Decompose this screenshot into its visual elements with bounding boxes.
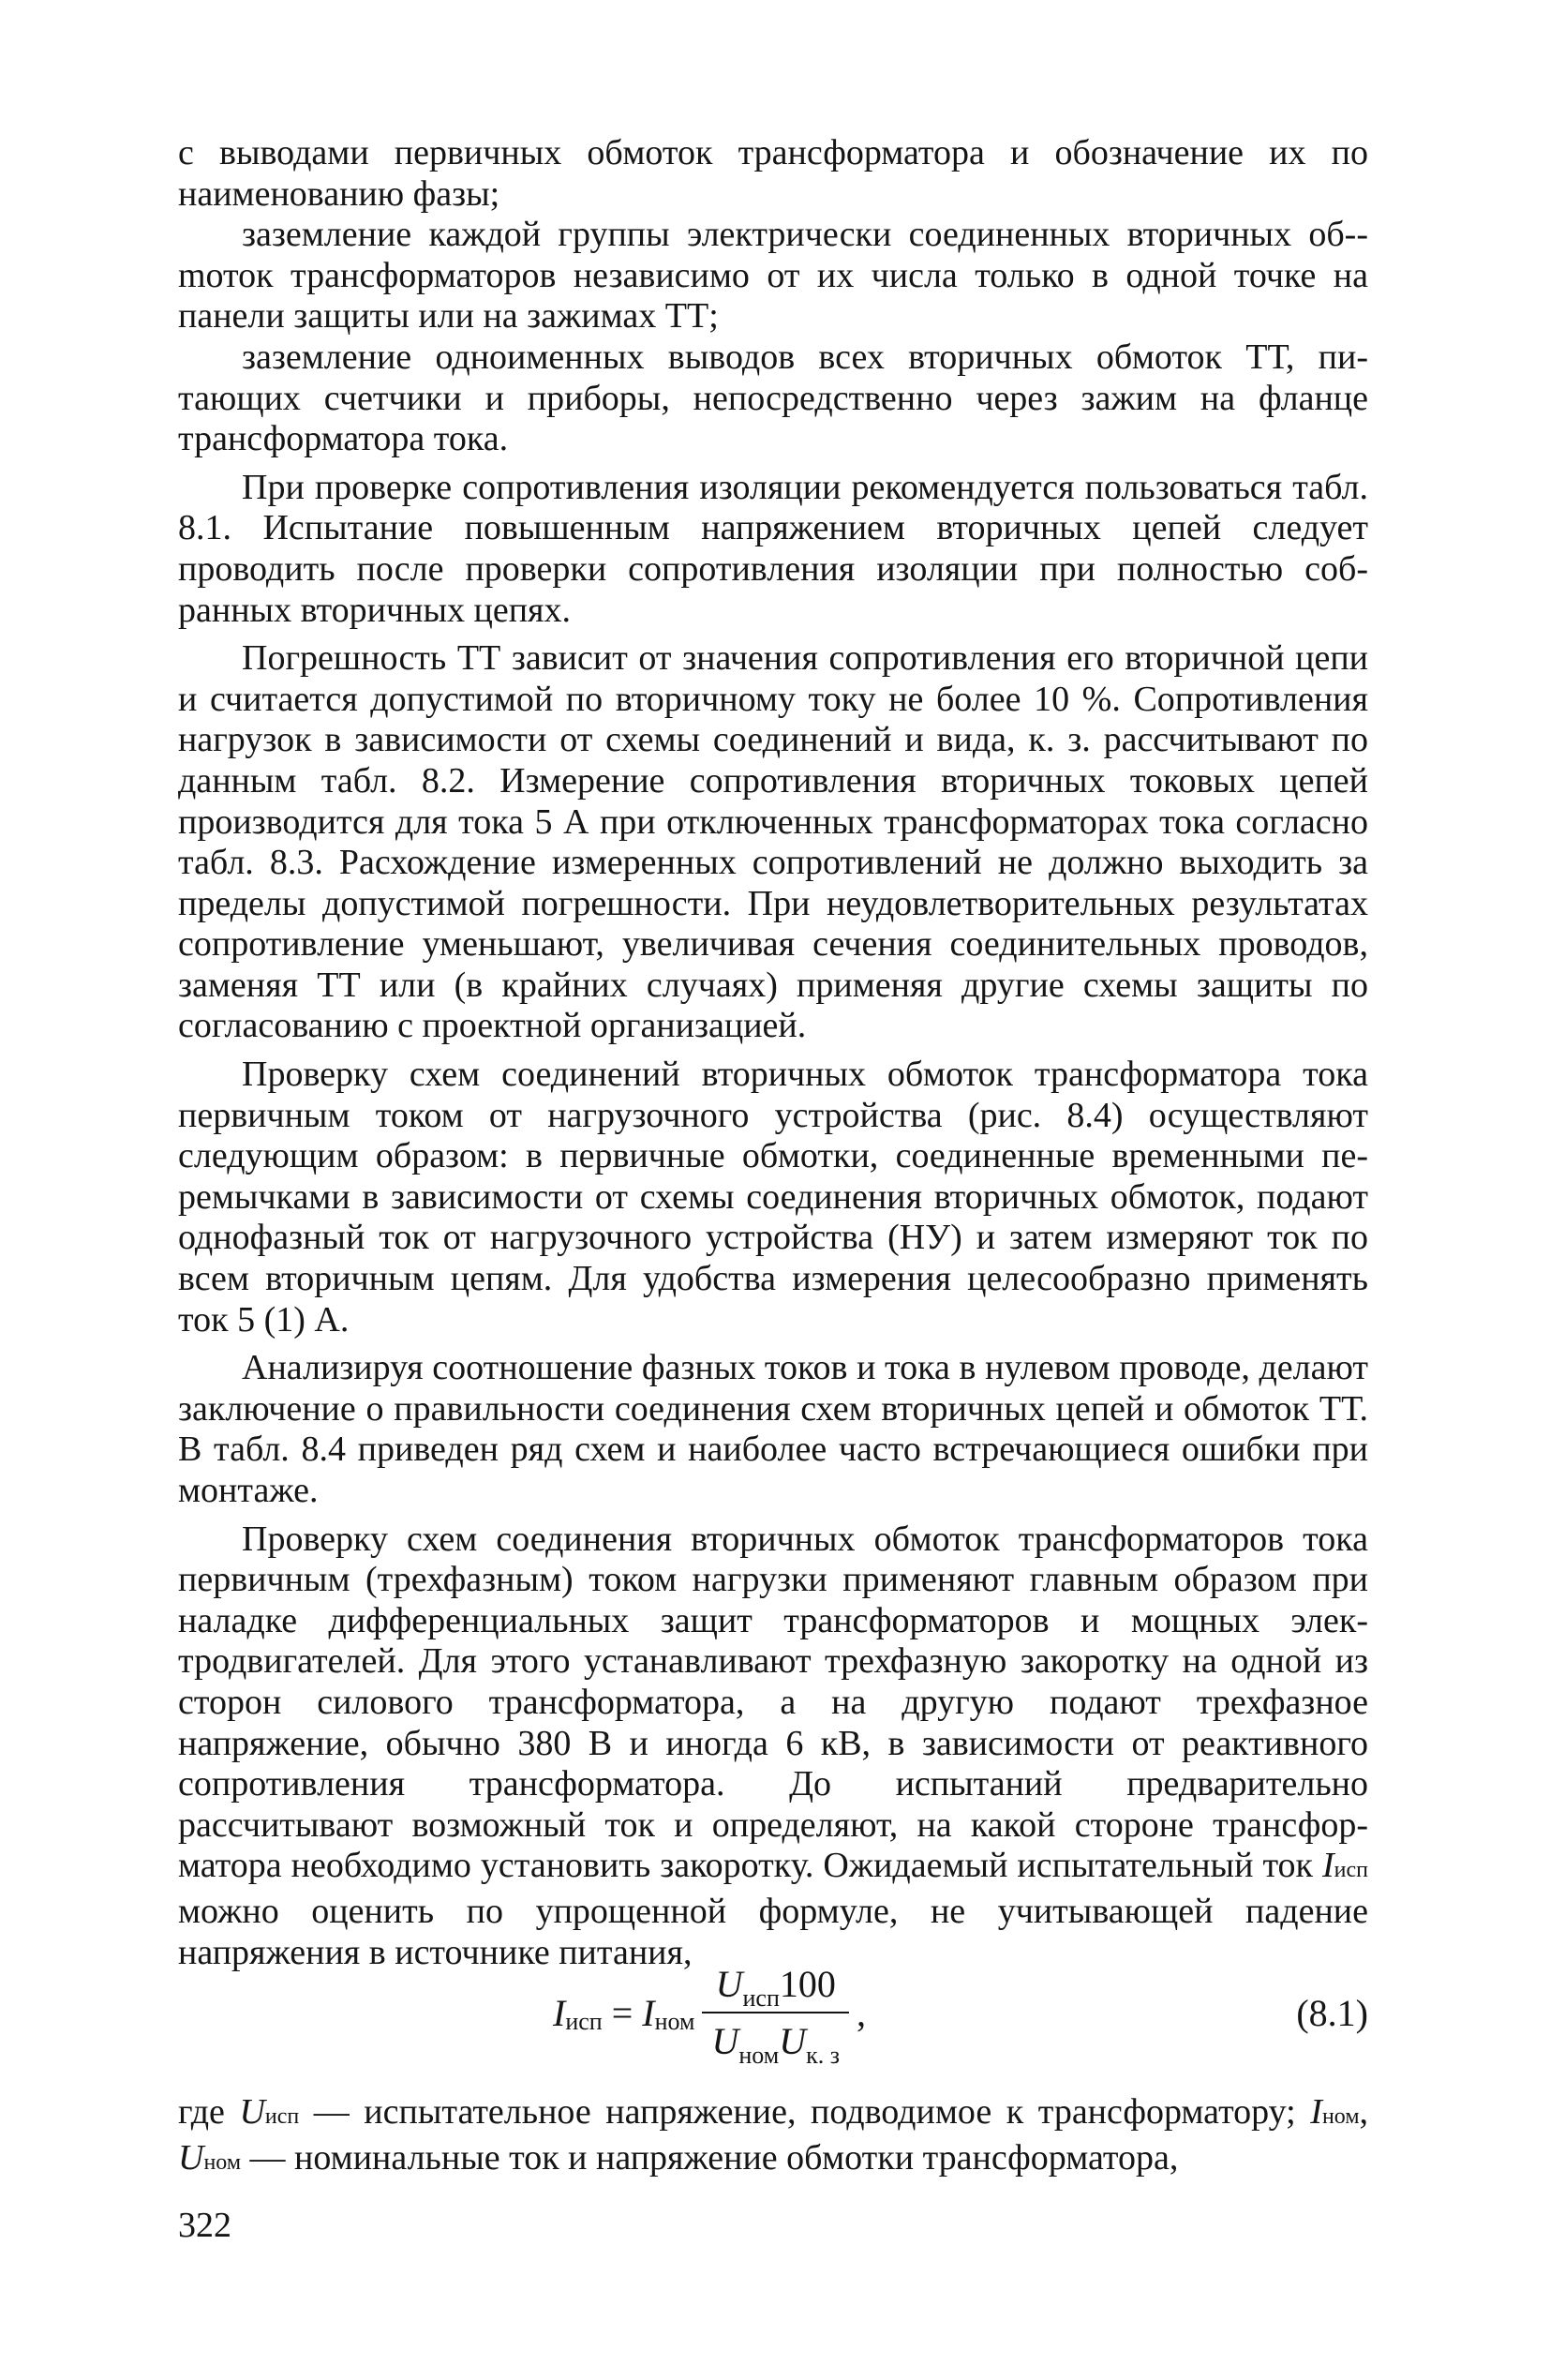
i-nom-symbol: I: [1310, 2092, 1322, 2132]
numerator-symbol: U: [715, 1963, 743, 2005]
numerator-tail: 100: [779, 1963, 836, 2005]
denominator-subscript-1: ном: [738, 2042, 780, 2069]
current-symbol-subscript: исп: [1334, 1858, 1369, 1883]
current-symbol: I: [1322, 1846, 1334, 1886]
paragraph-3: заземление одноименных выводов всех вторичных обмоток ТТ, питающих счетчики и приборы, непосредственно через зажим на фланце трансформатора тока.: [178, 337, 1368, 459]
u-nom-symbol: U: [178, 2137, 204, 2178]
where-word: где: [178, 2092, 240, 2132]
paragraph-8-body: Проверку схем соединения вторичных обмоток трансформаторов тока первичным (трехфазным) током нагрузки применяют главным образом при наладке дифференциальных защит трансформаторов и мощных электродвигателей. Для этого устанавливают трехфазную закоротку на одной из сторон силового трансформатора, а на другую подают трехфазное напряжение, обычно 380 В и иногда 6 кВ, в зависимости от реактивного сопротивления трансформатора. До испытаний предварительно рассчитывают возможный ток и определяют, на какой стороне трансформатора необходимо установить закоротку. Ожидаемый испытательный: [178, 1519, 1368, 1886]
formula-comma: ,: [857, 1991, 867, 2034]
formula-fraction: [702, 1962, 849, 2069]
paragraph-6: Проверку схем соединений вторичных обмоток трансформатора тока первичным током от нагрузочного устройства (рис. 8.4) осуществляют следующим образом: в первичные обмотки, соединенные временными перемычками в зависимости от схемы соединения вторичных обмоток, подают однофазный ток от нагрузочного устройства (НУ) и затем измеряют ток по всем вторичным цепям. Для удобства измерения целесообразно применять ток 5 (1) А.: [178, 1055, 1368, 1340]
equation-number: (8.1): [1296, 1991, 1368, 2034]
i-nom-subscript: ном: [1321, 2104, 1360, 2129]
u-nom-subscript: ном: [203, 2149, 242, 2175]
formula-lhs-subscript: исп: [565, 2008, 603, 2035]
paragraph-1: с выводами первичных обмоток трансформатора и обозначение их по наименованию фазы;: [178, 133, 1368, 214]
paragraph-4: При проверке сопротивления изоляции рекомендуется пользоваться табл. 8.1. Испытание повышенным напряжением вторичных цепей следует проводить после проверки сопротивления изоляции при полностью собранных вторичных цепях.: [178, 467, 1368, 630]
paragraph-5: Погрешность ТТ зависит от значения сопротивления его вторичной цепи и считается допустимой по вторичному току не более 10 %. Сопротивления нагрузок в зависимости от схемы соединений и вида, к. з. рассчитывают по данным табл. 8.2. Измерение сопротивления вторичных токовых цепей производится для тока 5 А при отключенных трансформаторах тока согласно табл. 8.3. Расхождение измеренных сопротивлений не должно выходить за пределы допустимой погрешности. При неудовлетворительных результатах сопротивление уменьшают, увеличивая сечения соединительных проводов, заменяя ТТ или (в крайних случаях) применяя другие схемы защиты по согласованию с проектной организацией.: [178, 638, 1368, 1046]
page-number: 322: [178, 2206, 231, 2245]
denominator-symbol-1: U: [711, 2020, 739, 2062]
paragraph-2: заземление каждой группы электрически соединенных вторичных об-mоток трансформаторов независимо от их числа только в одной точке на панели защиты или на зажимах ТТ;: [178, 215, 1368, 337]
symbol-separator: ,: [1359, 2092, 1369, 2132]
denominator-subscript-2: к. з: [806, 2042, 841, 2069]
formula-lhs-symbol: I: [553, 1991, 566, 2034]
nominal-description: — номинальные ток и напряжение обмотки трансформатора,: [241, 2137, 1179, 2178]
u-test-symbol: U: [239, 2092, 265, 2132]
page-body-text: [178, 133, 1368, 1973]
formula-denominator: [702, 2013, 849, 2069]
u-test-subscript: исп: [264, 2104, 300, 2129]
paragraph-8-lead: ток: [1262, 1846, 1323, 1886]
formula-equals: =: [611, 1991, 633, 2034]
paragraph-8: [178, 1519, 1368, 1974]
formula-numerator: [707, 1962, 845, 2012]
numerator-subscript: исп: [742, 1984, 780, 2012]
denominator-symbol-2: U: [779, 2020, 807, 2062]
formula-factor-subscript: ном: [654, 2008, 695, 2035]
formula-8-1: [178, 1933, 1368, 2092]
u-test-description: — испытательное напряжение, подводимое к трансформатору;: [299, 2092, 1296, 2132]
formula-explanation: [178, 2092, 1368, 2183]
paragraph-7: Анализируя соотношение фазных токов и тока в нулевом проводе, делают заключение о правильности соединения схем вторичных цепей и обмоток ТТ. В табл. 8.4 приведен ряд схем и наиболее часто встречающиеся ошибки при монтаже.: [178, 1348, 1368, 1510]
formula-expression: [553, 1933, 866, 2092]
paragraph-8-tail: можно оценить по упрощенной формуле, не учитывающей падение напряжения в источнике питания,: [178, 1891, 1368, 1972]
formula-factor-symbol: I: [642, 1991, 655, 2034]
